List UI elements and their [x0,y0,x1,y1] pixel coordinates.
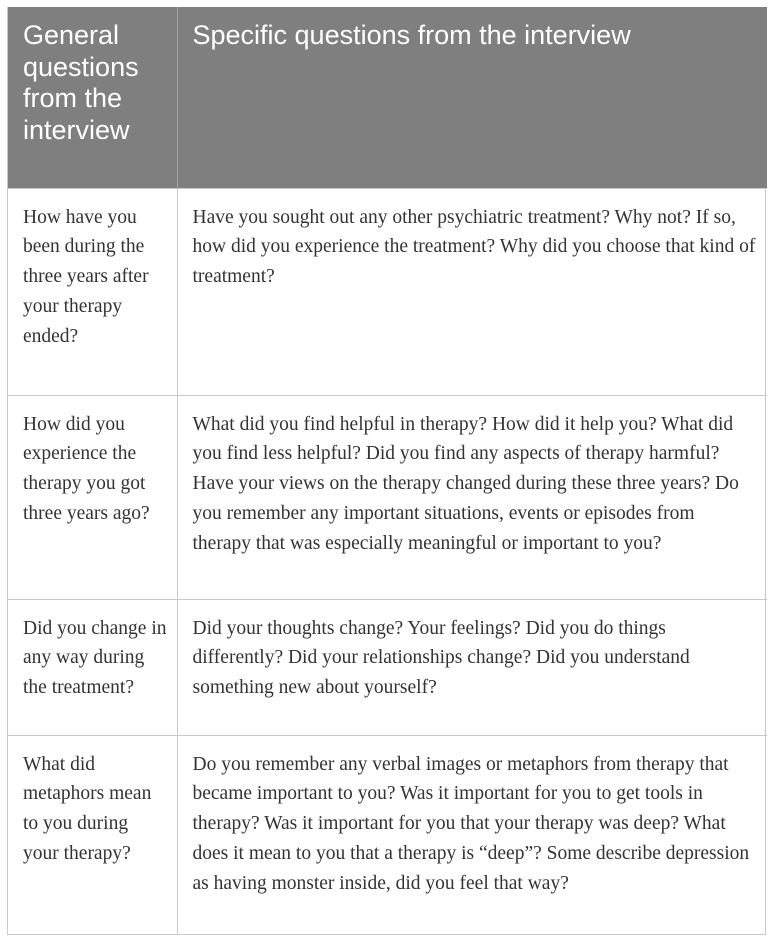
header-specific-questions: Specific questions from the interview [177,7,767,188]
table-row [8,735,767,935]
general-question-cell: How did you experience the therapy you got three years ago? [8,395,177,599]
specific-questions-cell: Have you sought out any other psychiatric treatment? Why not? If so, how did you experience the treatment? Why did you choose that kind of treatment? [177,188,767,395]
general-question-cell: What did metaphors mean to you during your therapy? [8,735,177,935]
table-row [8,395,767,599]
questions-table [8,7,767,935]
specific-questions-cell: What did you find helpful in therapy? How did it help you? What did you find less helpful? Did you find any aspects of therapy harmful? Have your views on the therapy changed during these three years? Do you remember any important situations, events or episodes from therapy that was especially meaningful or important to you? [177,395,767,599]
specific-questions-cell: Do you remember any verbal images or metaphors from therapy that became important to you? Was it important for you to get tools in therapy? Was it important for you that your therapy was deep? What does it mean to you that a therapy is “deep”? Some describe depression as having monster inside, did you feel that way? [177,735,767,935]
general-question-cell: How have you been during the three years after your therapy ended? [8,188,177,395]
table-row [8,188,767,395]
header-row [8,7,767,188]
table-row [8,599,767,735]
header-general-questions: General questions from the interview [8,7,177,188]
table-body [8,188,767,935]
interview-questions-table [7,7,766,935]
table-header [8,7,767,188]
general-question-cell: Did you change in any way during the treatment? [8,599,177,735]
specific-questions-cell: Did your thoughts change? Your feelings? Did you do things differently? Did your relationships change? Did you understand something new about yourself? [177,599,767,735]
